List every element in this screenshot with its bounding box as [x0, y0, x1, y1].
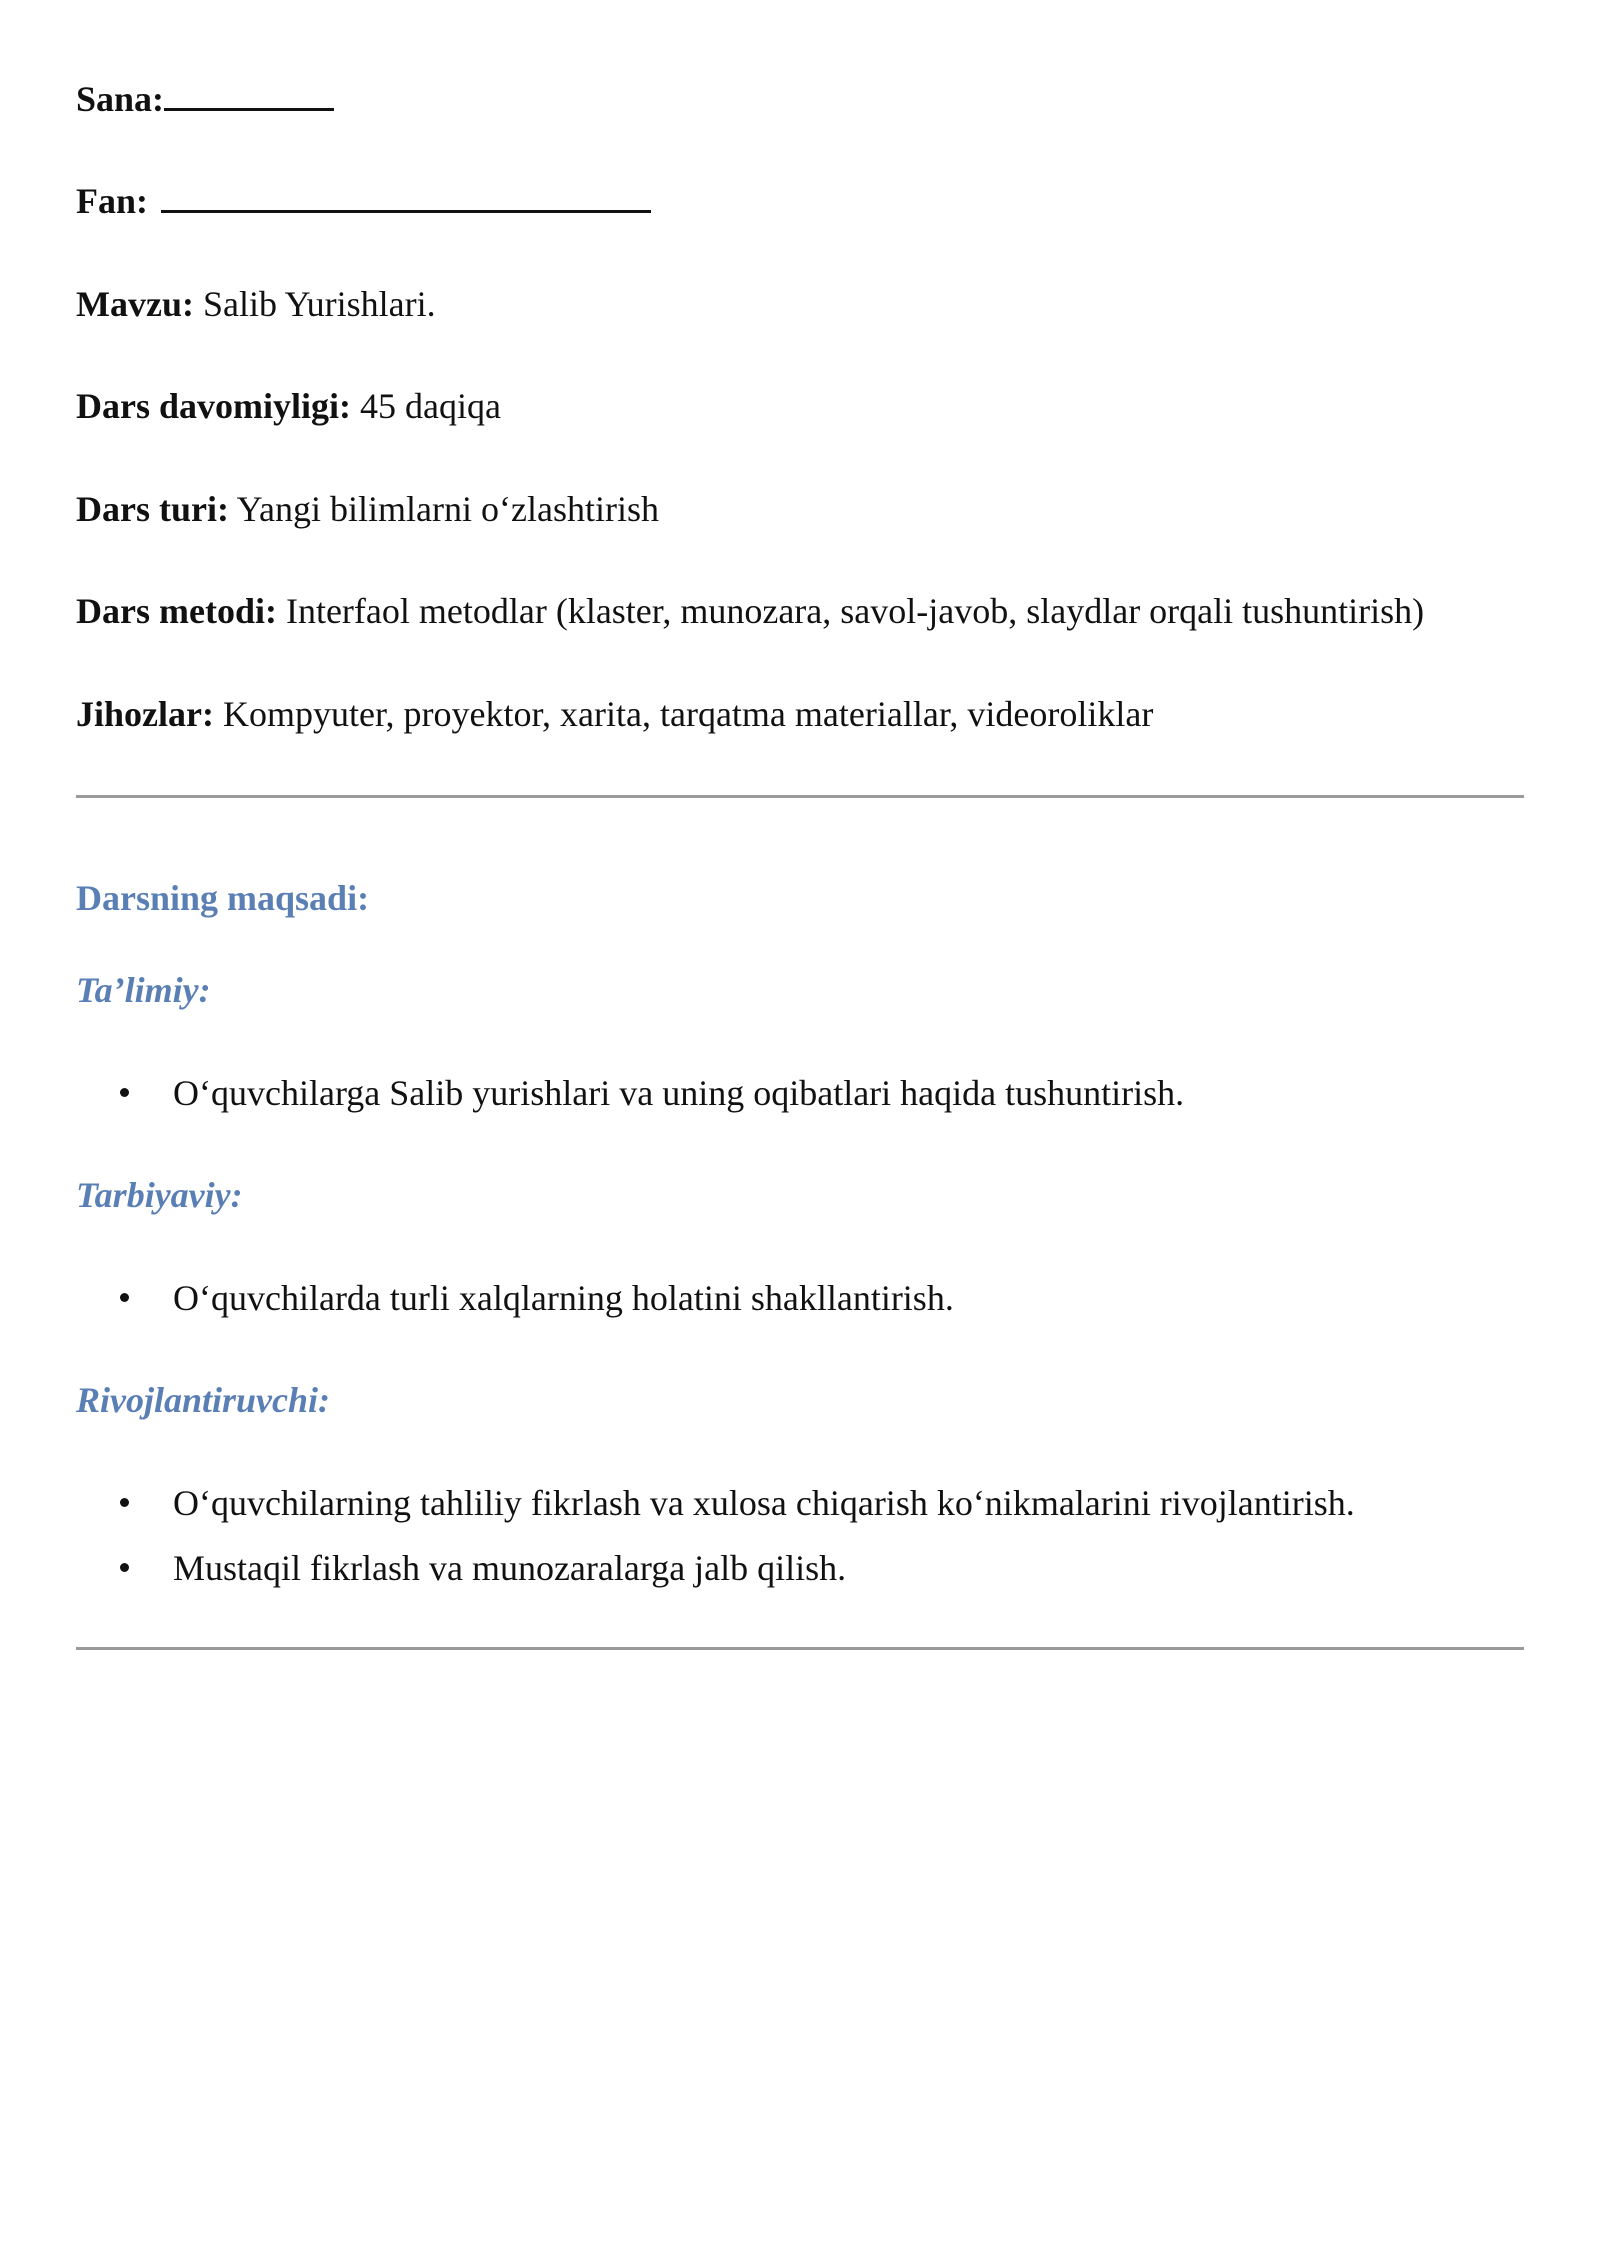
davomiylik-value: 45 daqiqa: [360, 386, 501, 426]
davomiylik-line: [76, 384, 501, 428]
davomiylik-label: Dars davomiyligi:: [76, 386, 351, 426]
divider-bottom: [76, 1647, 1524, 1650]
list-item-text: Mustaqil fikrlash va munozaralarga jalb qilish.: [173, 1548, 847, 1588]
turi-label: Dars turi:: [76, 489, 229, 529]
divider-top: [76, 795, 1524, 798]
talimiy-label: Ta’limiy:: [76, 970, 211, 1010]
rivojlantiruvchi-label: Rivojlantiruvchi:: [76, 1380, 331, 1420]
list-item-text: O‘quvchilarning tahliliy fikrlash va xulosa chiqarish ko‘nikmalarini rivojlantirish.: [173, 1483, 1355, 1523]
jihozlar-label: Jihozlar:: [76, 694, 214, 734]
metodi-value: Interfaol metodlar (klaster, munozara, savol-javob, slaydlar orqali tushuntirish): [285, 591, 1425, 631]
list-item-text: O‘quvchilarga Salib yurishlari va uning oqibatlari haqida tushuntirish.: [173, 1073, 1185, 1113]
turi-value: Yangi bilimlarni o‘zlashtirish: [236, 489, 659, 529]
bullet-icon: [120, 1293, 129, 1302]
jihozlar-line: [76, 692, 1153, 736]
fan-blank: [161, 180, 651, 213]
bullet-icon: [120, 1498, 129, 1507]
bullet-icon: [120, 1563, 129, 1572]
list-item-text: O‘quvchilarda turli xalqlarning holatini shakllantirish.: [173, 1278, 954, 1318]
bullet-icon: [120, 1088, 129, 1097]
sana-blank: [164, 78, 334, 111]
mavzu-line: [76, 282, 436, 326]
turi-line: [76, 487, 659, 531]
mavzu-label: Mavzu:: [76, 284, 194, 324]
fan-line: [76, 179, 651, 223]
tarbiyaviy-label: Tarbiyaviy:: [76, 1175, 243, 1215]
mavzu-value: Salib Yurishlari.: [202, 284, 436, 324]
fan-label: Fan:: [76, 181, 148, 221]
metodi-line: [76, 589, 1424, 633]
metodi-label: Dars metodi:: [76, 591, 277, 631]
sana-line: [76, 77, 334, 121]
jihozlar-value: Kompyuter, proyektor, xarita, tarqatma materiallar, videoroliklar: [222, 694, 1154, 734]
goals-title: Darsning maqsadi:: [76, 878, 370, 918]
sana-label: Sana:: [76, 79, 165, 119]
